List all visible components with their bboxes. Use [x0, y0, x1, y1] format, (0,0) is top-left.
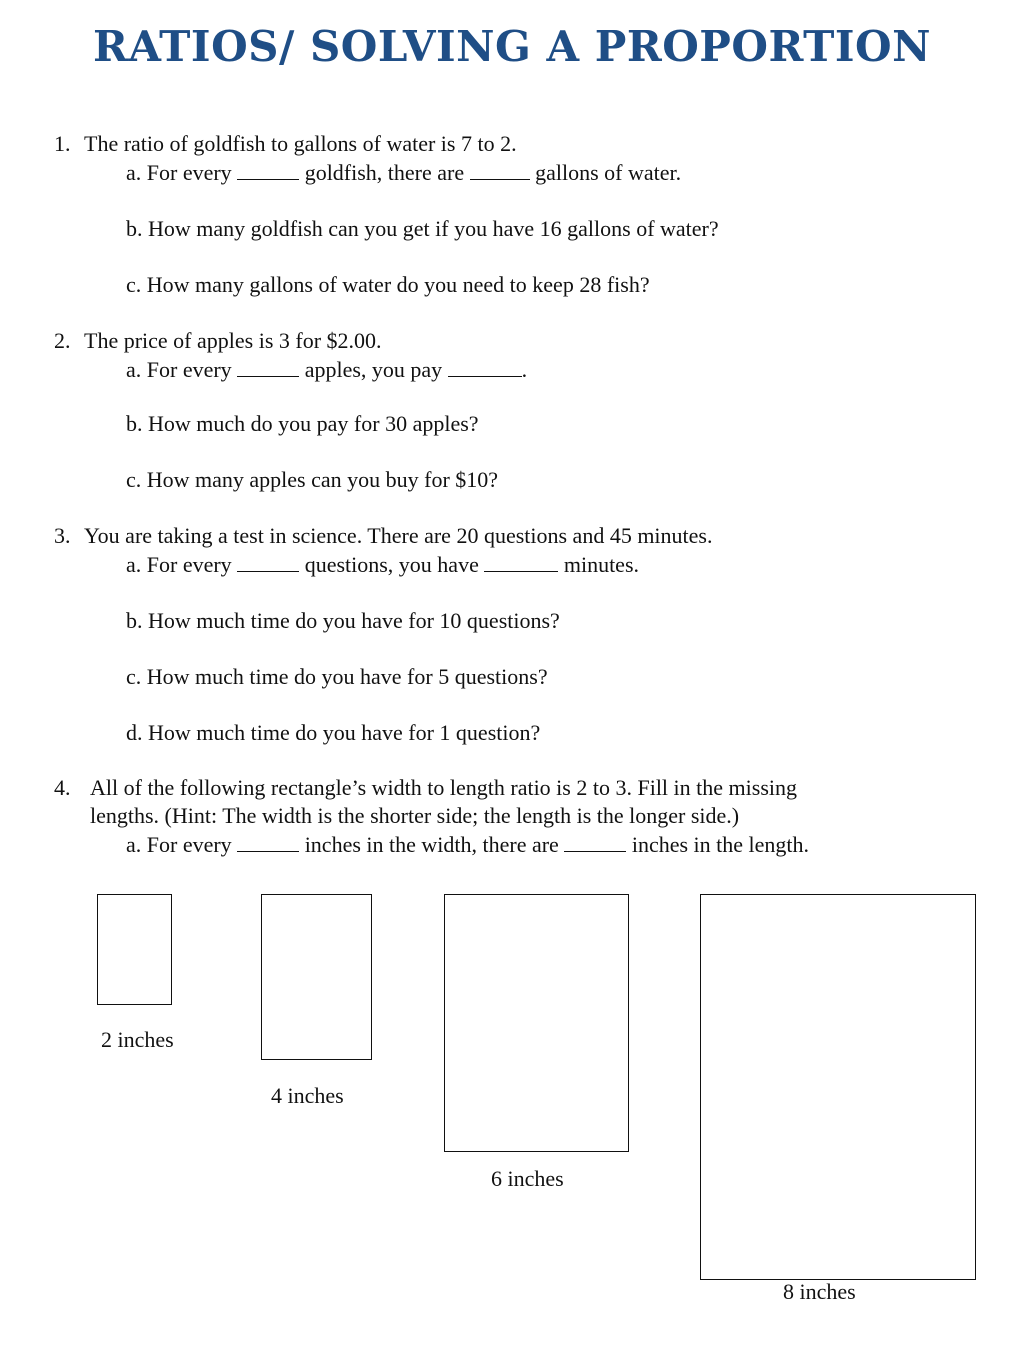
- rectangle-label: 2 inches: [101, 1027, 174, 1052]
- part-text: apples, you pay: [304, 357, 443, 382]
- question-4-stem-line-2: lengths. (Hint: The width is the shorter side; the length is the longer side.): [90, 803, 740, 828]
- rectangle-label: 8 inches: [783, 1279, 856, 1304]
- question-2b: b. How much do you pay for 30 apples?: [126, 411, 479, 436]
- question-text: You are taking a test in science. There are 20 questions and 45 minutes.: [84, 523, 713, 548]
- rectangle-4in: [261, 894, 372, 1060]
- part-text: a. For every: [126, 552, 232, 577]
- part-text: goldfish, there are: [304, 160, 465, 185]
- part-text: questions, you have: [304, 552, 479, 577]
- question-3d: d. How much time do you have for 1 question?: [126, 720, 541, 745]
- answer-blank[interactable]: [237, 358, 299, 377]
- part-text: gallons of water.: [535, 160, 682, 185]
- rectangle-label: 4 inches: [271, 1083, 344, 1108]
- part-text: .: [521, 357, 528, 382]
- question-number: 4.: [54, 775, 71, 800]
- question-1a: [126, 160, 681, 186]
- question-text: The ratio of goldfish to gallons of water is 7 to 2.: [84, 131, 517, 156]
- answer-blank[interactable]: [237, 161, 299, 180]
- question-3a: [126, 552, 639, 578]
- answer-blank[interactable]: [470, 161, 530, 180]
- question-3-stem: [54, 523, 712, 549]
- question-1b: b. How many goldfish can you get if you have 16 gallons of water?: [126, 216, 719, 241]
- rectangle-2in: [97, 894, 172, 1005]
- page-title: RATIOS/ SOLVING A PROPORTION: [92, 22, 932, 71]
- part-text: a. For every: [126, 832, 232, 857]
- part-text: minutes.: [563, 552, 640, 577]
- rectangle-6in: [444, 894, 629, 1152]
- question-4a: [126, 832, 809, 858]
- answer-blank[interactable]: [237, 833, 299, 852]
- answer-blank[interactable]: [237, 553, 299, 572]
- answer-blank[interactable]: [564, 833, 626, 852]
- question-2c: c. How many apples can you buy for $10?: [126, 467, 499, 492]
- question-number: 2.: [54, 328, 71, 353]
- question-3b: b. How much time do you have for 10 questions?: [126, 608, 560, 633]
- question-number: 3.: [54, 523, 71, 548]
- question-4-stem-line-1: [54, 775, 797, 801]
- rectangle-label: 6 inches: [491, 1166, 564, 1191]
- part-text: inches in the width, there are: [304, 832, 559, 857]
- question-3c: c. How much time do you have for 5 questions?: [126, 664, 548, 689]
- part-text: a. For every: [126, 357, 232, 382]
- question-1-stem: [54, 131, 517, 157]
- part-text: inches in the length.: [631, 832, 810, 857]
- question-text: The price of apples is 3 for $2.00.: [84, 328, 382, 353]
- question-number: 1.: [54, 131, 71, 156]
- question-text: All of the following rectangle’s width to length ratio is 2 to 3. Fill in the missing: [90, 775, 797, 800]
- part-text: a. For every: [126, 160, 232, 185]
- answer-blank[interactable]: [484, 553, 558, 572]
- answer-blank[interactable]: [448, 358, 522, 377]
- rectangle-8in: [700, 894, 976, 1280]
- question-2a: [126, 357, 527, 383]
- question-2-stem: [54, 328, 382, 354]
- question-1c: c. How many gallons of water do you need to keep 28 fish?: [126, 272, 650, 297]
